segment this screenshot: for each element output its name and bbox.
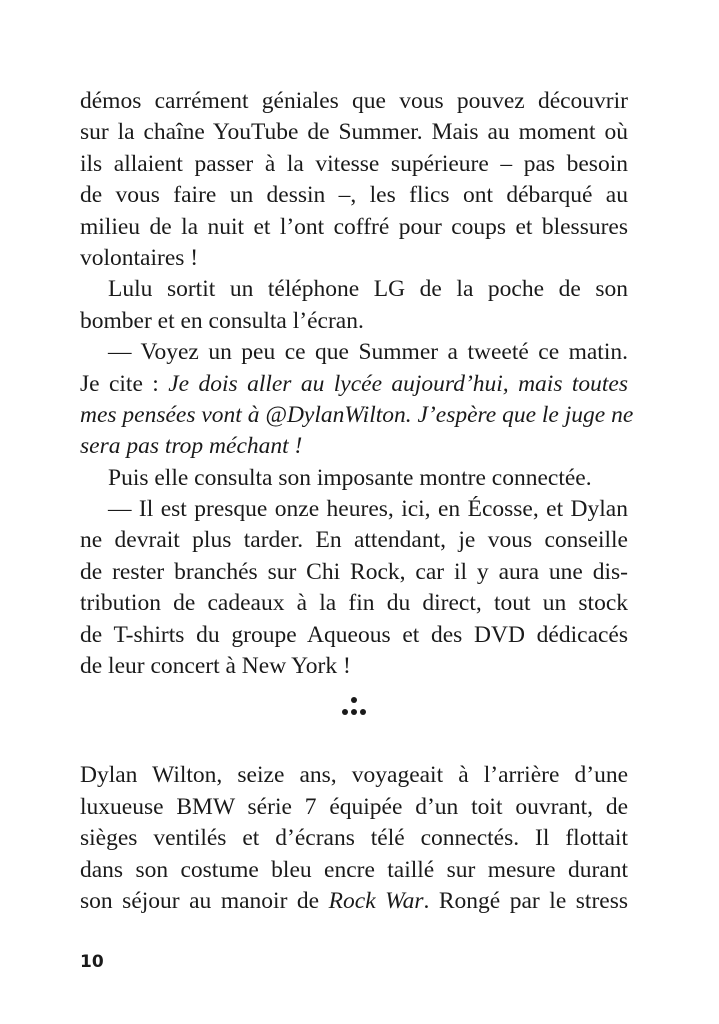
text-line: — Voyez un peu ce que Summer a tweeté ce matin. [108,339,628,366]
text-line [80,369,628,400]
text-run: son séjour au manoir de [80,887,329,914]
page-body [80,86,634,917]
text-line: de rester branchés sur Chi Rock, car il y aura une dis- [80,558,628,585]
text-line: sièges ventilés et d’écrans télé connectés. Il flottait [80,825,628,852]
text-line: de vous faire un dessin –, les flics ont débarqué au [80,182,628,209]
paragraph-3 [80,337,634,463]
paragraph-6 [80,760,628,917]
text-line: dans son costume bleu encre taillé sur mesure durant [80,856,628,883]
text-line: volontaires ! [80,244,199,271]
paragraph-5 [80,494,628,682]
text-line: Dylan Wilton, seize ans, voyageait à l’arrière d’une [80,762,628,789]
text-line: ne devrait plus tarder. En attendant, je vous conseille [80,527,628,554]
text-line: de T-shirts du groupe Aqueous et des DVD dédicacés [80,621,628,648]
text-line: de leur concert à New York ! [80,653,351,680]
paragraph-1 [80,86,628,274]
text-line: milieu de la nuit et l’ont coffré pour coups et blessures [80,213,628,240]
section-separator [80,682,628,760]
text-line: bomber et en consulta l’écran. [80,307,364,334]
quote-intro: Je cite : [80,370,169,397]
text-line: — Il est presque onze heures, ici, en Écosse, et Dylan [108,496,628,523]
page-number: 10 [80,952,104,972]
text-line: tribution de cadeaux à la fin du direct, tout un stock [80,590,628,617]
tweet-quote: mes pensées vont à @DylanWilton. J’espère que le juge ne [80,401,634,428]
show-title: Rock War [328,887,424,914]
text-line: démos carrément géniales que vous pouvez découvrir [80,88,628,114]
text-line: ils allaient passer à la vitesse supérieure – pas besoin [80,150,628,177]
tweet-quote: sera pas trop méchant ! [80,433,303,460]
text-line [80,886,628,917]
tweet-quote: Je dois aller au lycée aujourd’hui, mais toutes [168,370,629,397]
three-dot-ornament-icon [339,696,369,720]
text-line: luxueuse BMW série 7 équipée d’un toit ouvrant, de [80,793,628,820]
text-line [80,400,634,431]
text-line: sur la chaîne YouTube de Summer. Mais au moment où [80,119,628,146]
text-line: Puis elle consulta son imposante montre connectée. [108,464,592,491]
text-run: . Rongé par le stress [423,887,628,914]
paragraph-4 [80,463,628,494]
text-line [80,431,628,462]
paragraph-2 [80,274,628,337]
text-line: Lulu sortit un téléphone LG de la poche de son [108,276,628,303]
